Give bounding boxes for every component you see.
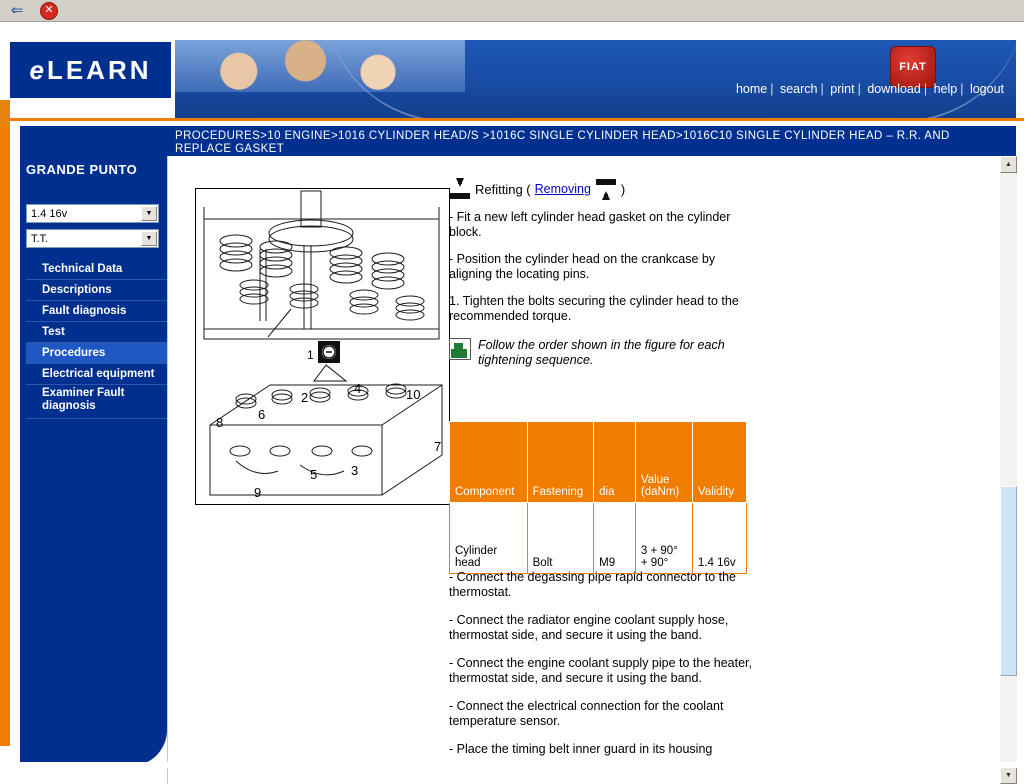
after-step-4: - Connect the electrical connection for the coolant temperature sensor. [449, 699, 724, 728]
table-header-dia: dia [594, 422, 636, 503]
transmission-select[interactable] [26, 229, 159, 248]
scrollbar-track-lower[interactable] [1000, 676, 1017, 767]
nav-separator-2: | [820, 82, 824, 96]
cell-fastening: Bolt [527, 503, 594, 574]
nav-search[interactable]: search [779, 82, 818, 96]
sidebar-item-test[interactable] [26, 322, 173, 343]
refitting-close-paren: ) [620, 181, 626, 197]
cylinder-head-tightening-sequence-figure [195, 188, 450, 505]
document-body [168, 156, 768, 784]
nav-separator-5: | [960, 82, 964, 96]
after-step-5: - Place the timing belt inner guard in its housing [449, 742, 713, 756]
elearn-logo-text [29, 55, 151, 86]
header-banner [175, 40, 1016, 118]
sidebar-curve-shape [20, 730, 167, 766]
left-accent-stripe [0, 22, 10, 768]
sidebar-item-label: Electrical equipment [42, 368, 155, 380]
post-procedure-steps [449, 570, 759, 770]
sidebar-item-label: Fault diagnosis [42, 305, 127, 317]
after-step-3: - Connect the engine coolant supply pipe to the heater, thermostat side, and secure it using the band. [449, 656, 752, 685]
procedure-text [449, 178, 759, 384]
logo-e: e [29, 54, 47, 85]
sidebar [20, 126, 167, 766]
table-header-value: Value (daNm) [635, 422, 692, 503]
sidebar-item-procedures[interactable] [26, 343, 173, 364]
refitting-heading [449, 178, 759, 200]
scrollbar-track-upper[interactable] [1000, 173, 1017, 486]
nav-home[interactable]: home [735, 82, 768, 96]
removing-link[interactable]: Removing [534, 181, 591, 196]
step-1: - Fit a new left cylinder head gasket on the cylinder block. [449, 210, 731, 239]
fiat-logo[interactable]: FIAT [890, 46, 936, 88]
after-step-2: - Connect the radiator engine coolant supply hose, thermostat side, and secure it using the band. [449, 613, 729, 642]
nav-logout[interactable]: logout [969, 82, 1004, 96]
sidebar-item-label: Examiner Fault diagnosis [42, 387, 125, 412]
transmission-select-value: T.T. [31, 232, 49, 245]
cell-validity: 1.4 16v [692, 503, 746, 574]
nav-download[interactable]: download [867, 82, 921, 96]
table-header-fastening: Fastening [527, 422, 594, 503]
header-divider [8, 118, 1024, 121]
table-header-component: Component [450, 422, 528, 503]
accent-segment-body [0, 126, 10, 746]
content-scrollbar[interactable] [999, 156, 1017, 784]
table-header-row [450, 422, 747, 503]
sidebar-menu [26, 259, 173, 419]
svg-text:2: 2 [301, 390, 309, 405]
sidebar-bottom-curve [20, 730, 167, 766]
note-icon [449, 338, 471, 360]
table-row [450, 503, 747, 574]
table-header-validity: Validity [692, 422, 746, 503]
page [0, 22, 1024, 779]
svg-text:6: 6 [258, 407, 266, 422]
svg-text:4: 4 [354, 381, 362, 396]
nav-separator-4: | [923, 82, 928, 96]
svg-text:5: 5 [310, 467, 318, 482]
step-2: - Position the cylinder head on the crankcase by aligning the locating pins. [449, 252, 716, 281]
breadcrumb: PROCEDURES>10 ENGINE>1016 CYLINDER HEAD/S >1016C SINGLE CYLINDER HEAD>1016C10 SINGLE CYLINDER HEAD – R.R. AND REPLACE GASKET [167, 126, 1016, 156]
scroll-down-button[interactable]: ▼ [1000, 767, 1017, 784]
top-navigation [736, 82, 1004, 96]
scrollbar-thumb[interactable] [1000, 486, 1017, 676]
sidebar-item-label: Procedures [42, 347, 106, 359]
elearn-logo[interactable] [8, 40, 173, 100]
sidebar-item-label: Technical Data [42, 263, 123, 275]
chevron-down-icon[interactable]: ▼ [141, 231, 157, 246]
sidebar-item-technical-data[interactable] [26, 259, 173, 280]
engine-select[interactable] [26, 204, 159, 223]
site-header [8, 22, 1016, 100]
logo-rest: LEARN [46, 54, 152, 85]
cell-value: 3 + 90° + 90° [635, 503, 692, 574]
back-arrow-icon[interactable]: ⇐ [10, 2, 24, 19]
svg-text:8: 8 [216, 415, 224, 430]
accent-segment-top [0, 100, 10, 126]
scroll-up-button[interactable]: ▲ [1000, 156, 1017, 173]
note-text: Follow the order shown in the figure for each tightening sequence. [478, 338, 725, 367]
content-frame [167, 156, 1017, 784]
torque-spec-table [449, 421, 747, 574]
nav-separator-1: | [770, 82, 774, 96]
page-bottom-spacer [0, 762, 1024, 768]
sidebar-item-fault-diagnosis[interactable] [26, 301, 173, 322]
sidebar-item-electrical-equipment[interactable] [26, 364, 173, 385]
refitting-label: Refitting ( [475, 181, 531, 197]
stop-icon[interactable]: ✕ [40, 2, 58, 20]
step-3: 1. Tighten the bolts securing the cylinder head to the recommended torque. [449, 294, 739, 323]
after-step-1: - Connect the degassing pipe rapid connector to the thermostat. [449, 570, 736, 599]
refitting-down-icon [449, 178, 471, 200]
note-block [449, 338, 759, 368]
svg-text:3: 3 [351, 463, 359, 478]
sidebar-item-descriptions[interactable] [26, 280, 173, 301]
svg-text:1: 1 [307, 348, 314, 362]
engine-select-value: 1.4 16v [31, 207, 68, 220]
removing-up-icon [595, 178, 617, 200]
nav-separator-3: | [857, 82, 861, 96]
sidebar-item-label: Test [42, 326, 65, 338]
page-title: GRANDE PUNTO [26, 162, 138, 177]
sidebar-item-label: Descriptions [42, 284, 112, 296]
sidebar-item-examiner-fault-diagnosis[interactable] [26, 385, 173, 419]
nav-help[interactable]: help [933, 82, 958, 96]
svg-text:9: 9 [254, 485, 262, 500]
chevron-down-icon[interactable]: ▼ [141, 206, 157, 221]
svg-text:10: 10 [406, 387, 421, 402]
cell-component: Cylinder head [450, 503, 528, 574]
cell-dia: M9 [594, 503, 636, 574]
svg-text:7: 7 [434, 439, 442, 454]
nav-print[interactable]: print [830, 82, 855, 96]
